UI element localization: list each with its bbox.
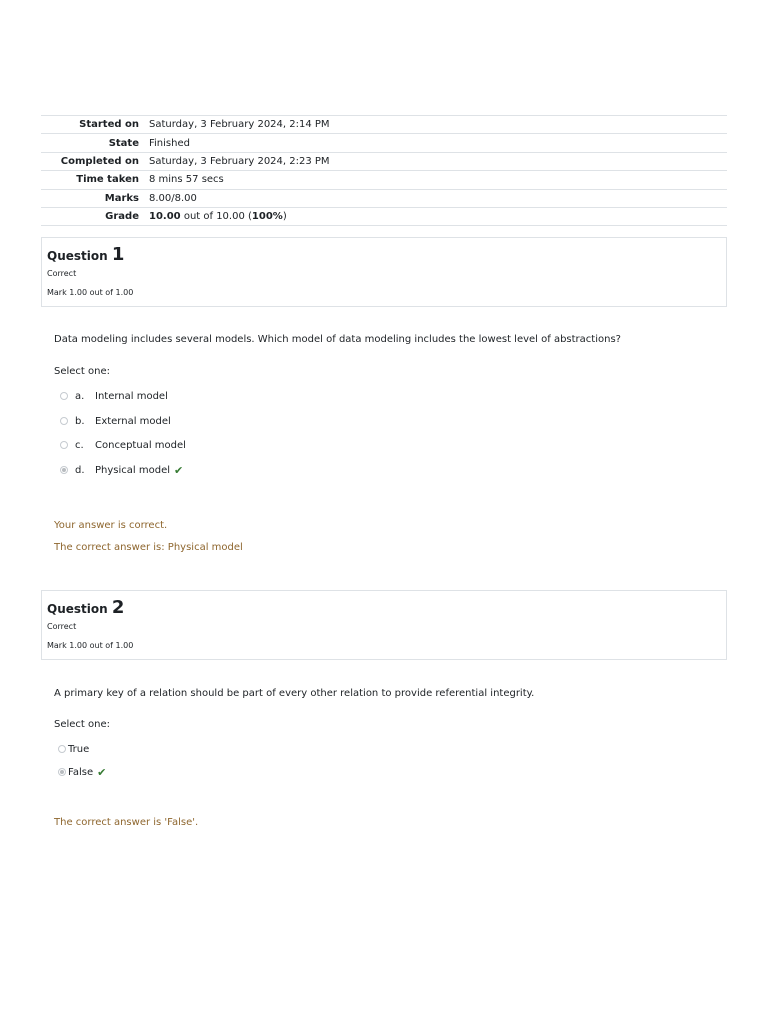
question-2-text: A primary key of a relation should be part of every other relation to provide referential integrity. [54, 688, 535, 699]
question-2-option-false[interactable] [58, 765, 106, 779]
option-letter: b. [75, 415, 85, 427]
question-mark: Mark 1.00 out of 1.00 [47, 641, 134, 650]
question-label: Question [47, 602, 108, 616]
option-label: Internal model [95, 390, 168, 402]
question-label: Question [47, 249, 108, 263]
radio-button[interactable] [58, 745, 66, 753]
summary-row-grade [41, 207, 727, 225]
question-state: Correct [47, 622, 77, 631]
summary-row-completed-on [41, 152, 727, 170]
summary-row-time-taken [41, 171, 727, 189]
attempt-summary-table [41, 115, 727, 226]
question-1-info [41, 237, 727, 307]
summary-label: Time taken [76, 174, 139, 186]
option-label: Conceptual model [95, 439, 186, 451]
option-letter: c. [75, 439, 84, 451]
question-1-feedback-general: Your answer is correct. [54, 520, 168, 531]
summary-value: 8 mins 57 secs [149, 174, 224, 186]
summary-label: Completed on [60, 155, 139, 167]
summary-value: Finished [149, 137, 190, 149]
summary-row-started-on [41, 116, 727, 134]
radio-button-selected[interactable] [60, 466, 68, 474]
grade-score: 10.00 [149, 211, 181, 223]
question-1-feedback-answer: The correct answer is: Physical model [54, 542, 243, 553]
grade-close: ) [282, 211, 287, 223]
question-number [47, 244, 124, 265]
grade-percent: 100% [251, 211, 283, 223]
question-1-option-b[interactable] [60, 414, 171, 428]
summary-row-state [41, 134, 727, 152]
summary-value: Saturday, 3 February 2024, 2:14 PM [149, 119, 330, 131]
question-number-value: 1 [111, 244, 125, 265]
question-1-option-d[interactable] [60, 463, 183, 477]
question-2-option-true[interactable] [58, 742, 89, 756]
option-letter: a. [75, 390, 85, 402]
radio-button[interactable] [60, 417, 68, 425]
question-2-prompt: Select one: [54, 719, 111, 730]
summary-value: 8.00/8.00 [149, 192, 197, 204]
question-1-option-a[interactable] [60, 389, 168, 403]
option-label: External model [95, 415, 171, 427]
question-number-value: 2 [111, 597, 125, 618]
radio-button-selected[interactable] [58, 768, 66, 776]
summary-label: Marks [104, 192, 139, 204]
question-1-prompt: Select one: [54, 366, 111, 377]
question-2-feedback-answer: The correct answer is 'False'. [54, 817, 199, 828]
correct-check-icon: ✔ [97, 765, 107, 779]
summary-row-marks [41, 189, 727, 207]
question-state: Correct [47, 269, 77, 278]
option-label: True [68, 743, 90, 755]
option-letter: d. [75, 464, 85, 476]
option-label: Physical model [95, 464, 170, 476]
radio-button[interactable] [60, 392, 68, 400]
summary-value: Saturday, 3 February 2024, 2:23 PM [149, 155, 330, 167]
question-2-info [41, 590, 727, 660]
summary-value [149, 207, 727, 225]
option-label: False [68, 766, 94, 778]
summary-label: State [108, 137, 139, 149]
summary-label: Started on [79, 119, 139, 131]
radio-button[interactable] [60, 441, 68, 449]
summary-label: Grade [105, 211, 139, 223]
question-mark: Mark 1.00 out of 1.00 [47, 288, 134, 297]
question-number [47, 597, 124, 618]
question-1-option-c[interactable] [60, 438, 186, 452]
correct-check-icon: ✔ [174, 463, 184, 477]
grade-out-of: out of 10.00 ( [180, 211, 252, 223]
question-1-text: Data modeling includes several models. Which model of data modeling includes the lowest level of abstractions? [54, 334, 621, 345]
